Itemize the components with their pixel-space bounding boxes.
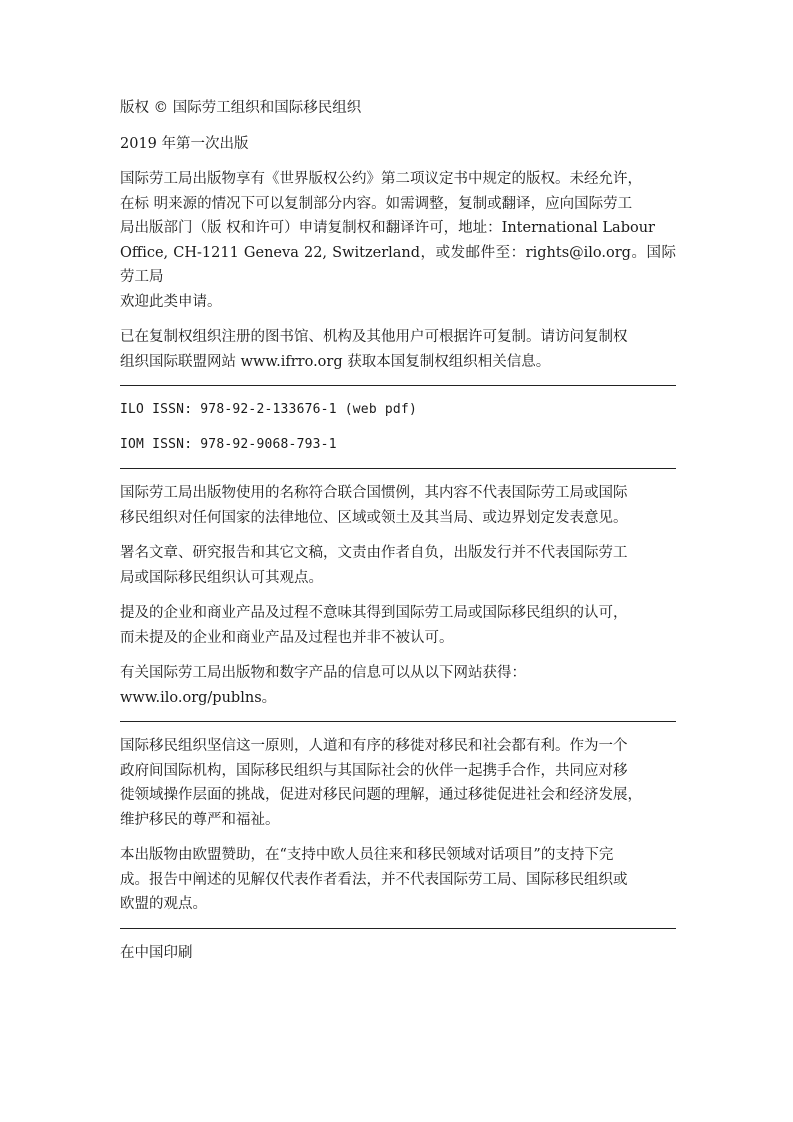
edition-statement: 2019 年第一次出版 (120, 135, 249, 152)
text-line: 欢迎此类申请。 (120, 293, 222, 310)
publications-url: www.ilo.org/publns。 (120, 689, 277, 706)
text-line: 本出版物由欧盟赞助，在“支持中欧人员往来和移民领域对话项目”的支持下完 (120, 847, 614, 863)
text-line: 国际劳工局出版物使用的名称符合联合国惯例，其内容不代表国际劳工局或国际 (120, 485, 628, 501)
text-line: 在标 明来源的情况下可以复制部分内容。如需调整，复制或翻译，应向国际劳工 (120, 195, 633, 212)
text-line: 成。报告中阐述的见解仅代表作者看法，并不代表国际劳工局、国际移民组织或 (120, 871, 628, 888)
text-line: 局出版部门（版 权和许可）申请复制权和翻译许可，地址：International Labour (120, 220, 655, 236)
iom-mission-statement (120, 734, 676, 832)
copyright-notice: 版权 © 国际劳工组织和国际移民组织 (120, 100, 362, 116)
printed-in: 在中国印刷 (120, 944, 193, 961)
section-divider (120, 721, 676, 722)
text-line: 徙领域操作层面的挑战，促进对移民问题的理解，通过移徙促进社会和经济发展， (120, 787, 642, 803)
rro-paragraph (120, 325, 676, 374)
text-line: 欧盟的观点。 (120, 896, 207, 912)
text-line: 维护移民的尊严和福祉。 (120, 811, 280, 828)
text-line: 而未提及的企业和商业产品及过程也并非不被认可。 (120, 629, 454, 646)
text-line: 有关国际劳工局出版物和数字产品的信息可以从以下网站获得： (120, 665, 526, 681)
iom-issn: IOM ISSN: 978-92-9068-793-1 (120, 437, 337, 452)
rights-paragraph (120, 167, 676, 314)
ilo-issn: ILO ISSN: 978-92-2-133676-1 (web pdf) (120, 402, 417, 417)
text-line: 国际劳工局出版物享有《世界版权公约》第二项议定书中规定的版权。未经允许， (120, 171, 642, 187)
products-disclaimer (120, 601, 676, 650)
designations-disclaimer (120, 481, 676, 530)
text-line: 国际移民组织坚信这一原则，人道和有序的移徙对移民和社会都有利。作为一个 (120, 738, 628, 754)
section-divider (120, 385, 676, 386)
text-line: 提及的企业和商业产品及过程不意味其得到国际劳工局或国际移民组织的认可， (120, 605, 628, 621)
text-line: Office, CH-1211 Geneva 22, Switzerland，或发邮件至：rights@ilo.org。国际劳工局 (120, 244, 676, 285)
text-line: 局或国际移民组织认可其观点。 (120, 569, 323, 586)
section-divider (120, 468, 676, 469)
text-line: 署名文章、研究报告和其它文稿，文责由作者自负，出版发行并不代表国际劳工 (120, 545, 628, 561)
text-line: 政府间国际机构，国际移民组织与其国际社会的伙伴一起携手合作，共同应对移 (120, 762, 628, 779)
authorship-disclaimer (120, 541, 676, 590)
publications-info (120, 661, 676, 710)
section-divider (120, 928, 676, 929)
copyright-page (120, 96, 676, 976)
text-line: 组织国际联盟网站 www.ifrro.org 获取本国复制权组织相关信息。 (120, 353, 551, 370)
text-line: 移民组织对任何国家的法律地位、区域或领土及其当局、或边界划定发表意见。 (120, 509, 628, 526)
funding-statement (120, 843, 676, 917)
text-line: 已在复制权组织注册的图书馆、机构及其他用户可根据许可复制。请访问复制权 (120, 329, 628, 345)
